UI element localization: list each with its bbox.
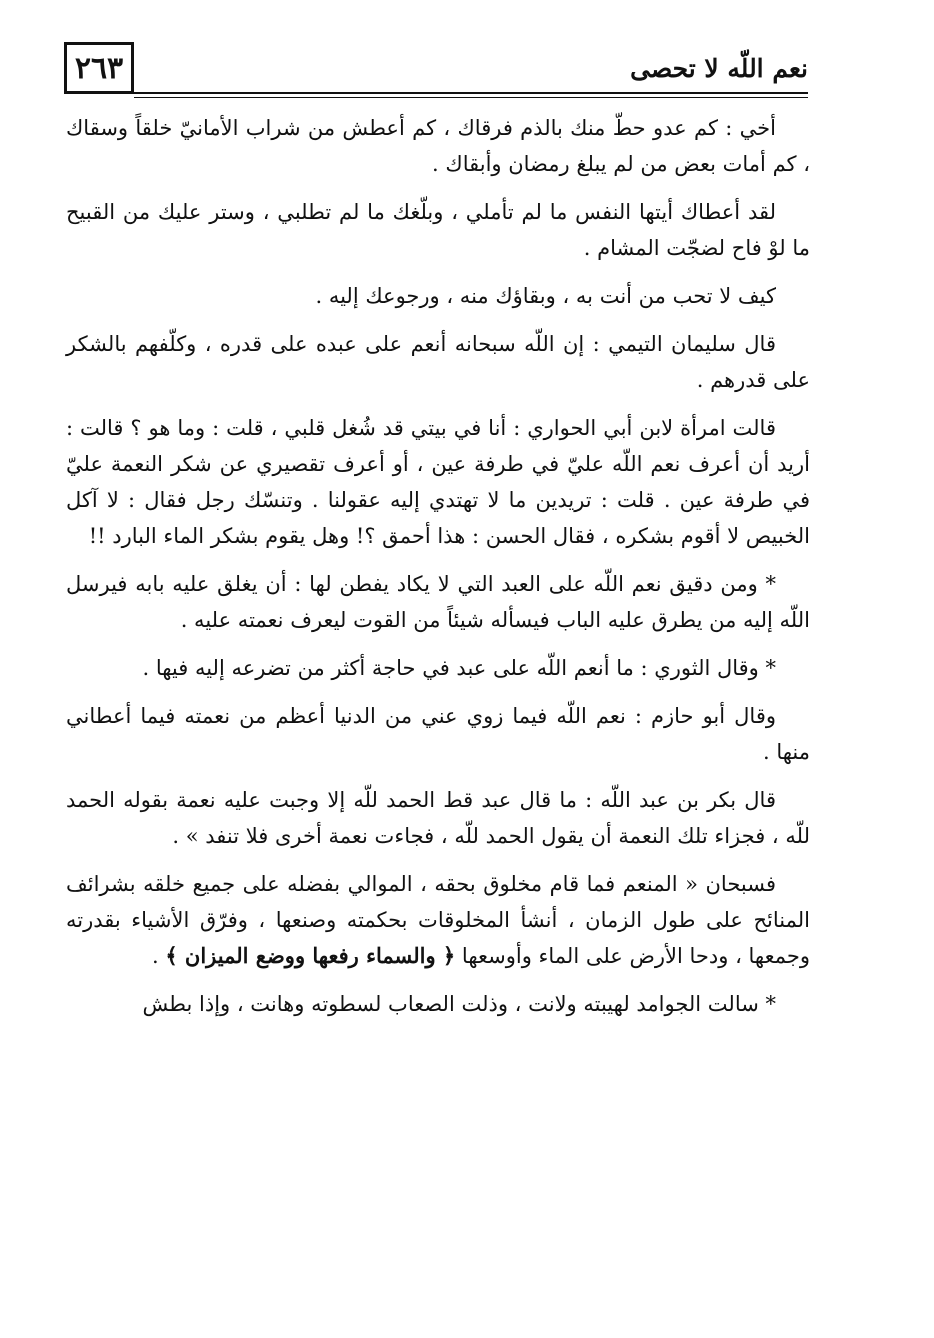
header-rule bbox=[134, 92, 808, 98]
paragraph-9: قال بكر بن عبد اللّه : ما قال عبد قط الحمد للّه إلا وجبت عليه نعمة بقوله الحمد للّه ، فجزاء تلك النعمة أن يقول الحمد للّه ، فجاءت نعمة أخرى فلا تنفد » . bbox=[66, 788, 810, 848]
paragraph-10-text: فسبحان « المنعم فما قام مخلوق بحقه ، الموالي بفضله على جميع خلقه بشرائف المنائح على طول الزمان ، أنشأ المخلوقات بحكمته وصنعها ، وفرّق الأشياء بقدرته وجمعها ، ودحا الأرض على الماء وأوسعها bbox=[66, 872, 810, 968]
paragraph-2: لقد أعطاك أيتها النفس ما لم تأملي ، وبلّغك ما لم تطلبي ، وستر عليك من القبيح ما لوْ فاح لضجّت المشام . bbox=[66, 200, 810, 260]
paragraph-1: أخي : كم عدو حطّ منك بالذم فرقاك ، كم أعطش من شراب الأمانيّ خلقاً وسقاك ، كم أمات بعض من لم يبلغ رمضان وأبقاك . bbox=[66, 116, 810, 176]
page-header bbox=[64, 42, 808, 98]
paragraph-4: قال سليمان التيمي : إن اللّه سبحانه أنعم على عبده على قدره ، وكلّفهم بالشكر على قدرهم . bbox=[66, 332, 810, 392]
paragraph-6: * ومن دقيق نعم اللّه على العبد التي لا يكاد يفطن لها : أن يغلق عليه بابه فيرسل اللّه إليه من يطرق عليه الباب فيسأله شيئاً من القوت ليعرف نعمته عليه . bbox=[66, 572, 810, 632]
quran-verse: ﴿ والسماء رفعها ووضع الميزان ﴾ bbox=[165, 943, 456, 968]
paragraph-11: * سالت الجوامد لهيبته ولانت ، وذلت الصعاب لسطوته وهانت ، وإذا بطش bbox=[142, 992, 776, 1016]
paragraph-10-end: . bbox=[151, 944, 166, 968]
paragraph-10 bbox=[66, 866, 810, 974]
page-body bbox=[66, 110, 810, 1034]
running-title: نعم اللّه لا تحصى bbox=[630, 54, 808, 83]
paragraph-3: كيف لا تحب من أنت به ، وبقاؤك منه ، ورجوعك إليه . bbox=[315, 284, 776, 308]
paragraph-5: قالت امرأة لابن أبي الحواري : أنا في بيتي قد شُغل قلبي ، قلت : وما هو ؟ قالت : أريد أن أعرف نعم اللّه عليّ في طرفة عين ، أو أعرف تقصيري عن شكر النعمة عليّ في طرفة عين . قلت : تريدين ما لا تهتدي إليه عقولنا . وتنسّك رجل فقال : لا آكل الخبيص لا أقوم بشكره ، فقال الحسن : هذا أحمق ؟! وهل يقوم بشكر الماء البارد !! bbox=[66, 416, 810, 548]
paragraph-8: وقال أبو حازم : نعم اللّه فيما زوي عني من الدنيا أعظم من نعمته فيما أعطاني منها . bbox=[66, 704, 810, 764]
page-number: ٢٦٣ bbox=[64, 42, 134, 94]
paragraph-7: * وقال الثوري : ما أنعم اللّه على عبد في حاجة أكثر من تضرعه إليه فيها . bbox=[142, 656, 776, 680]
